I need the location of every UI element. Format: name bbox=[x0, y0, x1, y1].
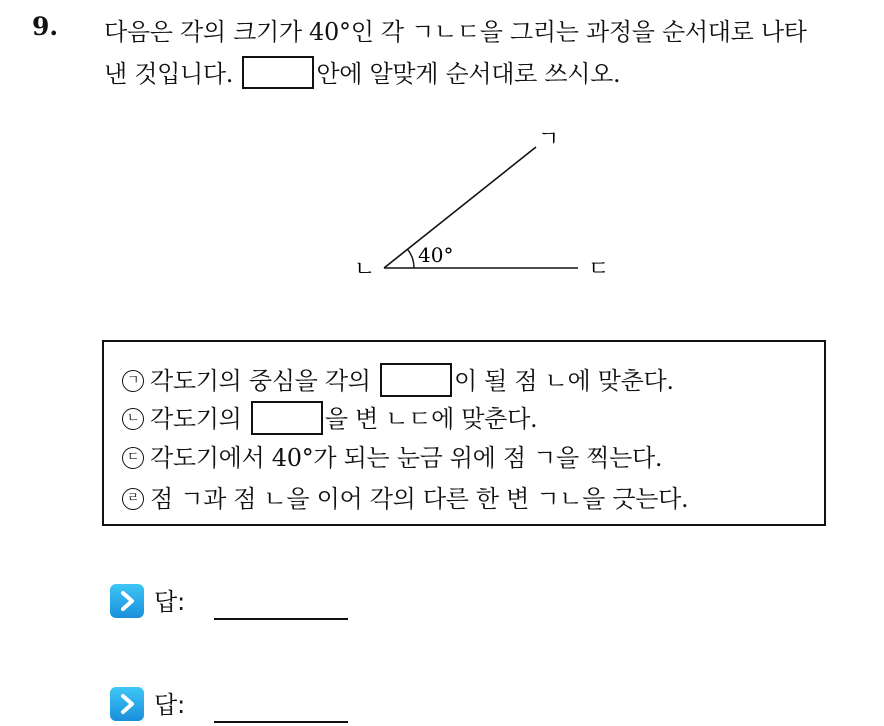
question-text-before-blank: 낸 것입니다. bbox=[104, 60, 234, 88]
angle-label: 40° bbox=[418, 243, 454, 267]
vertex-label-right: ㄷ bbox=[588, 257, 610, 282]
step-1-text-after: 이 될 점 ㄴ에 맞춘다. bbox=[453, 367, 674, 395]
step-4-marker: ㄹ bbox=[122, 488, 144, 510]
vertex-label-top: ㄱ bbox=[538, 127, 560, 152]
step-4 bbox=[122, 479, 688, 514]
question-text-line1: 다음은 각의 크기가 40°인 각 ㄱㄴㄷ을 그리는 과정을 순서대로 나타 bbox=[104, 18, 807, 46]
step-1 bbox=[122, 361, 674, 400]
chevron-right-icon bbox=[110, 687, 144, 721]
step-2-marker: ㄴ bbox=[122, 408, 144, 430]
step-3-marker: ㄷ bbox=[122, 447, 144, 469]
question-number: 9. bbox=[32, 12, 59, 41]
angle-ray-top bbox=[384, 147, 536, 268]
step-1-marker: ㄱ bbox=[122, 370, 144, 392]
chevron-right-icon bbox=[110, 584, 144, 618]
step-3-text: 각도기에서 40°가 되는 눈금 위에 점 ㄱ을 찍는다. bbox=[150, 444, 663, 472]
answer-label-2: 답: bbox=[154, 691, 186, 719]
answer-field-1[interactable] bbox=[214, 618, 348, 620]
step-2-blank-box bbox=[251, 401, 323, 435]
angle-figure bbox=[0, 0, 884, 330]
step-4-text: 점 ㄱ과 점 ㄴ을 이어 각의 다른 한 변 ㄱㄴ을 긋는다. bbox=[150, 485, 689, 513]
vertex-label-left: ㄴ bbox=[354, 257, 376, 282]
step-3 bbox=[122, 438, 662, 473]
step-1-blank-box bbox=[380, 363, 452, 397]
question-text-after-blank: 안에 알맞게 순서대로 쓰시오. bbox=[316, 60, 621, 88]
answer-label-1: 답: bbox=[154, 588, 186, 616]
step-1-text-before: 각도기의 중심을 각의 bbox=[150, 367, 371, 395]
procedure-box bbox=[102, 340, 826, 526]
step-2-text-after: 을 변 ㄴㄷ에 맞춘다. bbox=[324, 405, 538, 433]
step-2 bbox=[122, 399, 537, 438]
answer-field-2[interactable] bbox=[214, 721, 348, 723]
angle-arc bbox=[408, 249, 415, 268]
step-2-text-before: 각도기의 bbox=[150, 405, 242, 433]
